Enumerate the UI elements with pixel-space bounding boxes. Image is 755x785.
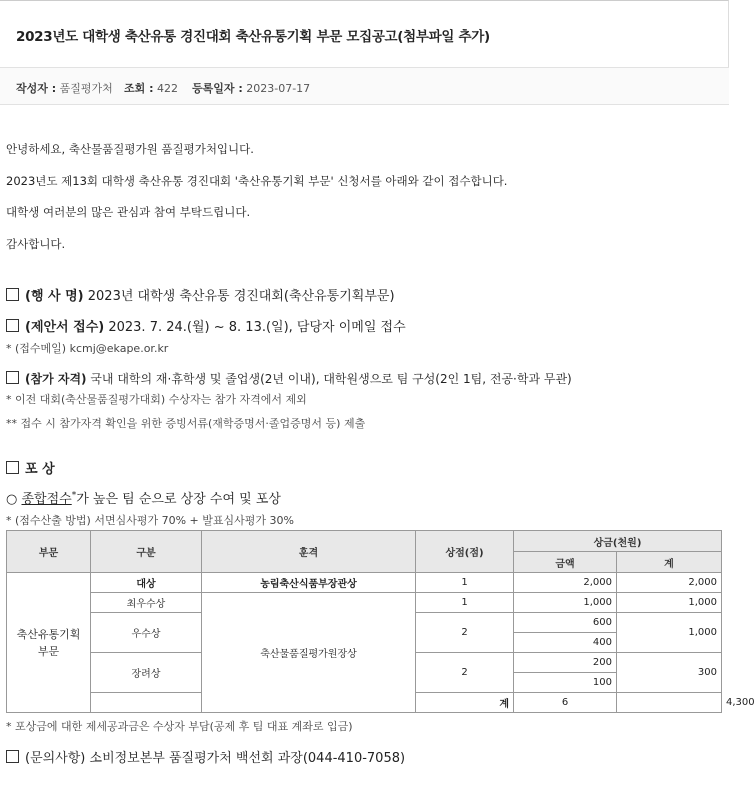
views-value: 422	[156, 82, 178, 95]
post-title: 2023년도 대학생 축산유통 경진대회 축산유통기획 부문 모집공고(첨부파일 추가)	[16, 29, 490, 45]
header-amount: 금액	[514, 552, 617, 573]
header-prize: 상금(천원)	[514, 531, 722, 552]
amount-cell: 2,000	[514, 573, 617, 593]
views-label: 조회 :	[124, 82, 154, 95]
total-cell: 2,000	[617, 573, 722, 593]
table-sum-row: 계 6 4,300	[7, 693, 722, 713]
checkbox-square-icon	[6, 319, 19, 332]
thanks-paragraph: 감사합니다.	[6, 237, 66, 251]
sum-count-cell: 6	[514, 693, 617, 713]
amount-cell: 200	[514, 653, 617, 673]
contact-text: (문의사항) 소비정보본부 품질평가처 백선회 과장(044-410-7058)	[25, 751, 406, 766]
date-value: 2023-07-17	[246, 82, 311, 95]
header-certificate: 훈격	[202, 531, 416, 573]
total-score-term: 종합점수	[21, 492, 72, 507]
sum-label-cell: 계	[91, 693, 514, 713]
amount-cell: 1,000	[514, 593, 617, 613]
count-cell: 2	[416, 653, 514, 693]
table-row	[7, 573, 722, 593]
count-cell: 1	[416, 593, 514, 613]
section-event-name	[6, 285, 395, 304]
eligibility-label: (참가 자격)	[25, 372, 87, 386]
header-type: 구분	[91, 531, 202, 573]
checkbox-square-icon	[6, 288, 19, 301]
footnote-marker: *	[71, 490, 77, 501]
event-name-text: 2023년 대학생 축산유통 경진대회(축산유통기획부문)	[87, 289, 395, 304]
total-cell: 1,000	[617, 593, 722, 613]
dept-cell: 축산유통기획 부문	[7, 573, 91, 713]
event-name-label: (행 사 명)	[25, 289, 84, 304]
type-cell: 장려상	[91, 653, 202, 693]
contact-line	[6, 747, 405, 766]
tax-note: * 포상금에 대한 제세공과금은 수상자 부담(공제 후 팀 대표 계좌로 입금)	[6, 720, 353, 733]
section-awards	[6, 458, 55, 477]
type-cell: 대상	[91, 573, 202, 593]
submission-label: (제안서 접수)	[25, 320, 105, 335]
intro-paragraph: 2023년도 제13회 대학생 축산유통 경진대회 '축산유통기획 부문' 신청서를 아래와 같이 접수합니다.	[6, 174, 508, 188]
awards-subline	[6, 488, 281, 507]
section-submission	[6, 316, 406, 335]
views-meta	[124, 80, 178, 96]
eligibility-text: 국내 대학의 재·휴학생 및 졸업생(2년 이내), 대학원생으로 팀 구성(2인 1팀, 전공·학과 무관)	[90, 372, 572, 386]
author-meta	[16, 80, 113, 96]
certificate-cell: 축산물품질평가원장상	[202, 593, 416, 713]
submission-email-note: * (접수메일) kcmj@ekape.or.kr	[6, 342, 169, 355]
awards-subline-text: 가 높은 팀 순으로 상장 수여 및 포상	[76, 492, 281, 507]
count-cell: 2	[416, 613, 514, 653]
date-label: 등록일자 :	[192, 82, 243, 95]
checkbox-square-icon	[6, 750, 19, 763]
post-header	[0, 0, 729, 67]
header-count: 상점(점)	[416, 531, 514, 573]
scoring-method-note: * (점수산출 방법) 서면심사평가 70% + 발표심사평가 30%	[6, 514, 294, 527]
submission-text: 2023. 7. 24.(월) ~ 8. 13.(일), 담당자 이메일 접수	[108, 320, 406, 335]
total-cell: 1,000	[617, 613, 722, 653]
header-dept: 부문	[7, 531, 91, 573]
section-eligibility	[6, 370, 572, 387]
amount-cell: 400	[514, 633, 617, 653]
author-value: 품질평가처	[59, 82, 113, 95]
type-cell: 우수상	[91, 613, 202, 653]
checkbox-square-icon	[6, 371, 19, 384]
header-total: 계	[617, 552, 722, 573]
eligibility-note-2: ** 접수 시 참가자격 확인을 위한 증빙서류(재학증명서·졸업증명서 등) 제출	[6, 417, 366, 430]
checkbox-square-icon	[6, 461, 19, 474]
table-row	[7, 593, 722, 613]
type-cell: 최우수상	[91, 593, 202, 613]
amount-cell: 600	[514, 613, 617, 633]
date-meta	[192, 80, 310, 96]
greeting-paragraph: 안녕하세요, 축산물품질평가원 품질평가처입니다.	[6, 142, 254, 156]
awards-table	[6, 530, 755, 713]
certificate-cell: 농림축산식품부장관상	[202, 573, 416, 593]
total-cell: 300	[617, 653, 722, 693]
amount-cell: 100	[514, 673, 617, 693]
author-label: 작성자 :	[16, 82, 57, 95]
count-cell: 1	[416, 573, 514, 593]
circle-bullet: ○	[6, 492, 22, 507]
post-meta	[0, 67, 729, 105]
eligibility-note-1: * 이전 대회(축산물품질평가대회) 수상자는 참가 자격에서 제외	[6, 393, 307, 406]
awards-label: 포 상	[25, 462, 55, 477]
request-paragraph: 대학생 여러분의 많은 관심과 참여 부탁드립니다.	[6, 205, 251, 219]
sum-amount-cell	[617, 693, 722, 713]
